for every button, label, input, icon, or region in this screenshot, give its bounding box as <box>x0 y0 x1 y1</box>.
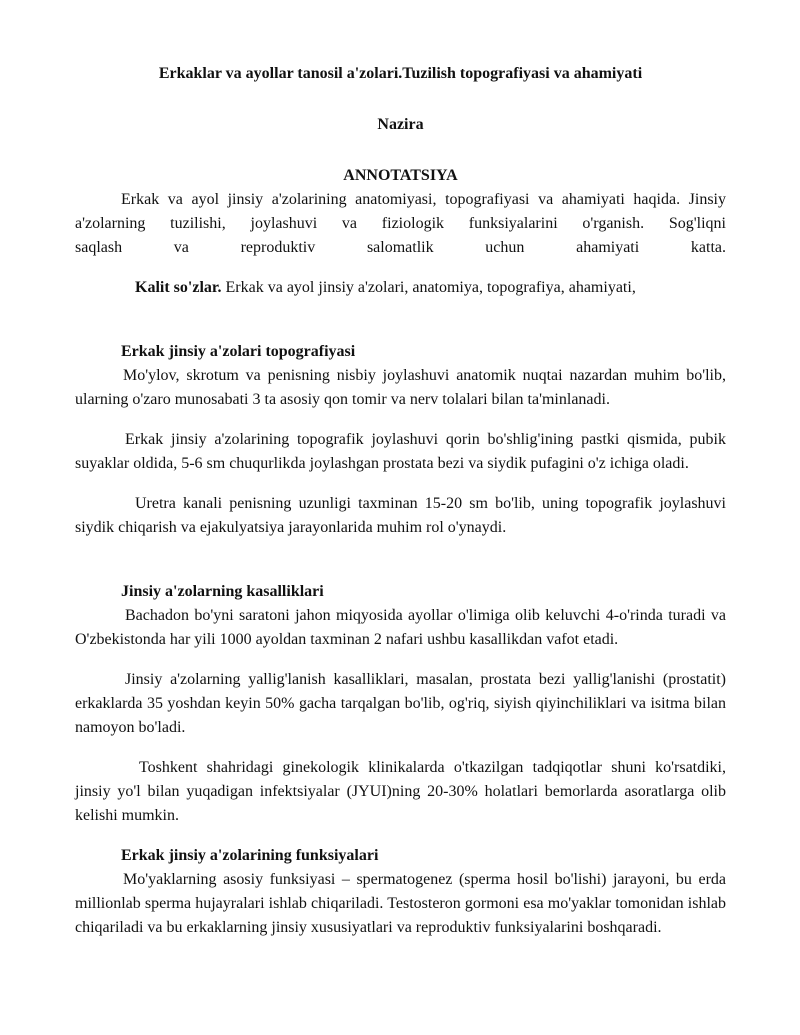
section-paragraph: Mo'ylov, skrotum va penisning nisbiy joylashuvi anatomik nuqtai nazardan muhim bo'lib, ularning o'zaro munosabati 3 ta asosiy qon tomir va nerv tolalari bilan ta'minlanadi. <box>75 367 726 408</box>
section-heading: Jinsiy a'zolarning kasalliklari <box>121 583 324 600</box>
section-heading: Erkak jinsiy a'zolari topografiyasi <box>121 343 356 360</box>
document-title: Erkaklar va ayollar tanosil a'zolari.Tuzilish topografiyasi va ahamiyati <box>158 65 643 82</box>
annotation-heading: ANNOTATSIYA <box>343 167 458 184</box>
section-paragraph: Uretra kanali penisning uzunligi taxminan 15-20 sm bo'lib, uning topografik joylashuvi siydik chiqarish va ejakulyatsiya jarayonlarida muhim rol o'ynaydi. <box>75 495 726 536</box>
section-paragraph: Bachadon bo'yni saratoni jahon miqyosida ayollar o'limiga olib keluvchi 4-o'rinda turadi va O'zbekistonda har yili 1000 ayoldan taxminan 2 nafari ushbu kasallikdan vafot etadi. <box>75 607 726 648</box>
section-heading: Erkak jinsiy a'zolarining funksiyalari <box>121 847 379 864</box>
author-name: Nazira <box>377 116 424 133</box>
annotation-text: Erkak va ayol jinsiy a'zolarining anatomiyasi, topografiyasi va ahamiyati haqida. Jinsiy a'zolarning tuzilishi, joylashuvi va fiziologik funksiyalarini o'rganish. Sog'liqni <box>75 191 726 232</box>
keywords-line <box>75 276 726 300</box>
annotation-text-last-line: saqlash va reproduktiv salomatlik uchun ahamiyati katta. <box>75 239 726 256</box>
section-paragraph: Mo'yaklarning asosiy funksiyasi – spermatogenez (sperma hosil bo'lishi) jarayoni, bu erda millionlab sperma hujayralari ishlab chiqariladi. Testosteron gormoni esa mo'yaklar tomonidan ishlab chiqariladi va bu erkaklarning jinsiy xususiyatlari va reproduktiv funksiyalarini boshqaradi. <box>75 871 726 936</box>
section-paragraph: Jinsiy a'zolarning yallig'lanish kasalliklari, masalan, prostata bezi yallig'lanishi (prostatit) erkaklarda 35 yoshdan keyin 50% gacha tarqalgan bo'lib, og'riq, siyish qiyinchiliklari va isitma bilan namoyon bo'ladi. <box>75 671 726 736</box>
section-paragraph: Erkak jinsiy a'zolarining topografik joylashuvi qorin bo'shlig'ining pastki qismida, pubik suyaklar oldida, 5-6 sm chuqurlikda joylashgan prostata bezi va siydik pufagini o'z ichiga oladi. <box>75 431 726 472</box>
document-page <box>75 62 726 940</box>
keywords-text: Erkak va ayol jinsiy a'zolari, anatomiya, topografiya, ahamiyati, <box>221 279 636 296</box>
keywords-label: Kalit so'zlar. <box>135 279 222 296</box>
section-paragraph: Toshkent shahridagi ginekologik klinikalarda o'tkazilgan tadqiqotlar shuni ko'rsatdiki, jinsiy yo'l bilan yuqadigan infektsiyalar (JYUI)ning 20-30% holatlari bemorlarda asoratlarga olib kelishi mumkin. <box>75 759 726 824</box>
